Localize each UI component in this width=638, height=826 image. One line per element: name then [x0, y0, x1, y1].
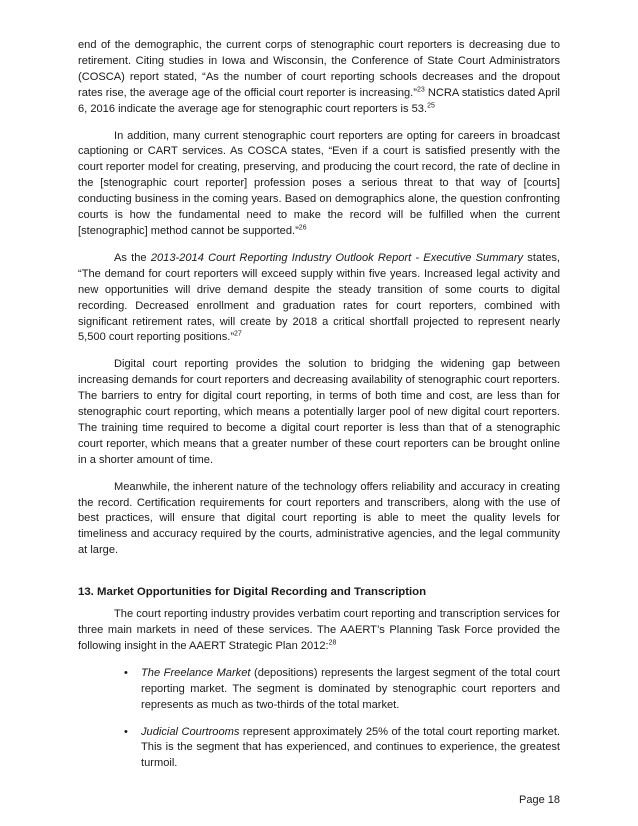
paragraph-text: (depositions) represents the largest segment of the total court reporting market. The segment is dominated by stenographic court reporters and represents as much as two-thirds of the total market. — [141, 666, 560, 711]
paragraph-text: NCRA statistics dated April 6, 2016 indicate the average age for stenographic court reporters is 53. — [78, 86, 561, 115]
section-intro — [78, 607, 560, 655]
footnote-ref: 23 — [416, 86, 425, 94]
list-item-text — [141, 666, 560, 714]
paragraph-digital-solution: Digital court reporting provides the solution to bridging the widening gap between increasing demands for court reporters and decreasing availability of stenographic court reporters. The barriers to entry for digital court reporting, in terms of both time and cost, are less than for stenographic court reporting, which means a potentially larger pool of new digital court reporters. The training time required to become a digital court reporter is less than that of a stenographic court reporter, which means that a greater number of these court reporters can be brought online in a shorter amount of time. — [78, 358, 560, 466]
paragraph-outlook-report — [78, 251, 560, 346]
paragraph-captioning — [78, 129, 560, 240]
paragraph-text: In addition, many current stenographic court reporters are opting for careers in broadcast captioning or CART services. As COSCA states, “Even if a court is satisfied presently with the court reporter model for creating, preserving, and producing the court record, the rate of decline in the [stenographic court reporter] profession poses a serious threat to that way of [courts] conducting business in the coming years. Based on demographics alone, the question confronting courts is how the fundamental need to make the record will be fulfilled when the current [stenographic] method cannot be supported.” — [78, 129, 560, 237]
footnote-ref: 27 — [234, 330, 242, 338]
paragraph-reliability: Meanwhile, the inherent nature of the technology offers reliability and accuracy in creating the record. Certification requirements for court reporters and transcribers, along with the use of best practices, will ensure that digital court reporting is able to meet the quality levels for timeliness and accuracy required by the courts, administrative agencies, and the legal community at large. — [78, 480, 560, 557]
paragraph-demographics — [78, 38, 560, 118]
footnote-ref: 25 — [427, 101, 435, 109]
report-title: 2013-2014 Court Reporting Industry Outlook Report - Executive Summary — [150, 251, 524, 264]
paragraph-text: As the — [114, 251, 151, 264]
paragraph-text: states, “The demand for court reporters will exceed supply within five years. Increased legal activity and new opportunities will drive demand despite the steady transition of some courts to digital recording. Decreased enrollment and graduation rates for court reporters, combined with significant retirement rates, will create by 2018 a critical shortfall projected to represent nearly 5,500 court reporting positions.” — [78, 251, 560, 344]
paragraph-text: end of the demographic, the current corps of stenographic court reporters is decreasing due to retirement. Citing studies in Iowa and Wisconsin, the Conference of State Court Administrators (COSCA) report stated, “As the number of court reporting schools decreases and the dropout rates rise, the average age of the official court reporter is increasing.” — [78, 39, 560, 99]
section-heading: 13. Market Opportunities for Digital Recording and Transcription — [78, 586, 427, 599]
footnote-ref: 28 — [328, 639, 337, 647]
market-term: Judicial Courtrooms — [141, 725, 240, 738]
market-list — [78, 666, 560, 772]
list-item — [78, 666, 560, 714]
market-term: The Freelance Market — [141, 666, 251, 679]
list-item — [78, 725, 560, 773]
paragraph-text: The court reporting industry provides verbatim court reporting and transcription services for three main markets in need of these services. The AAERT’s Planning Task Force provided the following insight in the AAERT Strategic Plan 2012: — [78, 608, 560, 652]
list-item-text — [141, 725, 560, 773]
paragraph-text: represent approximately 25% of the total court reporting market. This is the segment that has experienced, and continues to experience, the greatest turmoil. — [141, 725, 560, 770]
bullet-icon: • — [124, 666, 128, 679]
footnote-ref: 26 — [298, 224, 307, 232]
bullet-icon: • — [124, 725, 128, 738]
page-number: Page 18 — [519, 794, 560, 806]
